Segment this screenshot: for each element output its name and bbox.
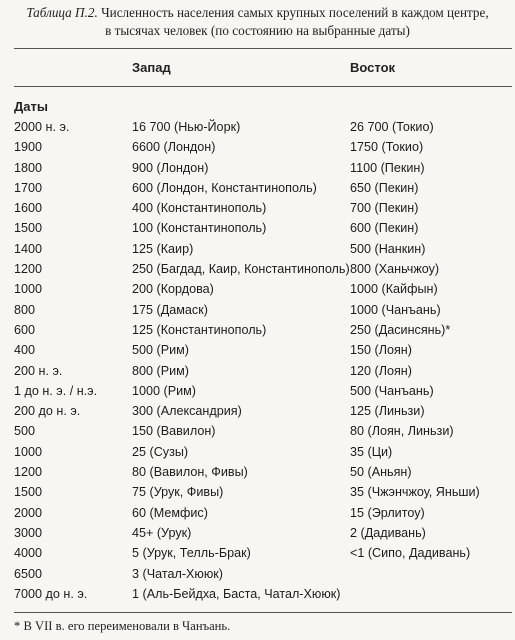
date-cell: 1700 [14,180,43,195]
table-row [0,401,515,421]
west-cell: 250 (Багдад, Каир, Константинополь) [132,262,350,277]
east-cell: 1100 (Пекин) [350,160,425,175]
table-row [0,503,515,523]
east-cell: 80 (Лоян, Линьзи) [350,424,454,439]
table-row [0,320,515,340]
east-cell: 26 700 (Токио) [350,120,434,134]
table-row [0,564,515,584]
date-cell: 200 н. э. [14,363,63,378]
table-row [0,523,515,543]
west-cell: 200 (Кордова) [132,282,214,297]
west-cell: 600 (Лондон, Константинополь) [132,180,317,195]
east-cell: 700 (Пекин) [350,201,419,216]
west-cell: 80 (Вавилон, Фивы) [132,465,248,480]
east-cell: 35 (Чжэнчжоу, Яньши) [350,485,480,500]
east-cell: 2 (Дадивань) [350,525,426,540]
date-cell: 1400 [14,241,43,256]
west-cell: 1000 (Рим) [132,383,196,398]
table-row [0,381,515,401]
date-cell: 200 до н. э. [14,404,81,419]
section-label-dates: Даты [14,99,48,114]
west-cell: 25 (Сузы) [132,444,189,459]
east-cell: 35 (Ци) [350,444,393,459]
east-cell: 600 (Пекин) [350,221,419,236]
table-row [0,137,515,157]
date-cell: 400 [14,343,36,358]
west-cell: 500 (Рим) [132,343,189,358]
table-row [0,340,515,360]
table-row [0,482,515,502]
east-cell: 500 (Чанъань) [350,383,434,398]
table-row [0,259,515,279]
west-cell: 150 (Вавилон) [132,424,216,439]
east-cell: 1000 (Кайфын) [350,282,438,297]
date-cell: 600 [14,322,36,337]
date-cell: 1600 [14,201,43,216]
date-cell: 2000 н. э. [14,120,70,134]
header-rule [14,86,512,87]
west-cell: 1 (Аль-Бейдха, Баста, Чатал-Хююк) [132,586,341,601]
caption-label: Таблица П.2. [26,5,98,20]
caption-line-2: в тысячах человек (по состоянию на выбранные даты) [105,23,410,38]
west-cell: 5 (Урук, Телль-Брак) [132,546,251,561]
west-cell: 6600 (Лондон) [132,140,216,155]
date-cell: 1000 [14,282,43,297]
west-cell: 16 700 (Нью-Йорк) [132,120,241,134]
east-cell: 650 (Пекин) [350,180,419,195]
table-row [0,421,515,441]
table-row [0,279,515,299]
date-cell: 1500 [14,485,43,500]
west-cell: 400 (Константинополь) [132,201,267,216]
west-cell: 175 (Дамаск) [132,302,208,317]
date-cell: 1800 [14,160,43,175]
date-cell: 2000 [14,505,43,520]
east-cell: 1750 (Токио) [350,140,424,155]
table-row [0,300,515,320]
east-cell: 150 (Лоян) [350,343,412,358]
east-cell: 120 (Лоян) [350,363,412,378]
table-row [0,158,515,178]
caption-title: Численность населения самых крупных поселений в каждом центре, [97,5,489,20]
date-cell: 500 [14,424,36,439]
date-cell: 7000 до н. э. [14,586,88,601]
bottom-rule [14,612,512,613]
east-cell: 800 (Ханьчжоу) [350,262,440,277]
table-row [0,198,515,218]
table-row [0,584,515,604]
east-cell: 15 (Эрлитоу) [350,505,425,520]
west-cell: 300 (Александрия) [132,404,242,419]
column-header-west: Запад [132,60,171,75]
east-cell: 500 (Нанкин) [350,241,426,256]
table-row [0,239,515,259]
table-row [0,178,515,198]
west-cell: 125 (Каир) [132,241,194,256]
east-cell: 1000 (Чанъань) [350,302,441,317]
west-cell: 125 (Константинополь) [132,322,267,337]
table-row [0,361,515,381]
date-cell: 1200 [14,465,43,480]
east-cell: 250 (Дасинсянь)* [350,322,451,337]
east-cell: 125 (Линьзи) [350,404,425,419]
west-cell: 800 (Рим) [132,363,189,378]
east-cell: 50 (Аньян) [350,465,412,480]
table-row [0,543,515,563]
top-rule [14,48,512,49]
footnote: * В VII в. его переименовали в Чанъань. [14,619,231,633]
date-cell: 1 до н. э. / н.э. [14,383,98,398]
west-cell: 100 (Константинополь) [132,221,267,236]
date-cell: 1500 [14,221,43,236]
date-cell: 3000 [14,525,43,540]
west-cell: 45+ (Урук) [132,525,192,540]
table-row [0,442,515,462]
east-cell: <1 (Сипо, Дадивань) [350,546,471,561]
table-body [0,117,515,604]
table-row [0,117,515,137]
date-cell: 1000 [14,444,43,459]
table-row [0,218,515,238]
date-cell: 1200 [14,262,43,277]
west-cell: 75 (Урук, Фивы) [132,485,224,500]
west-cell: 60 (Мемфис) [132,505,208,520]
table-row [0,462,515,482]
date-cell: 1900 [14,140,43,155]
date-cell: 800 [14,302,36,317]
caption-line-1 [0,4,515,22]
west-cell: 3 (Чатал-Хююк) [132,566,223,581]
column-header-east: Восток [350,60,396,75]
date-cell: 4000 [14,546,43,561]
date-cell: 6500 [14,566,43,581]
table-caption [0,4,515,40]
west-cell: 900 (Лондон) [132,160,209,175]
